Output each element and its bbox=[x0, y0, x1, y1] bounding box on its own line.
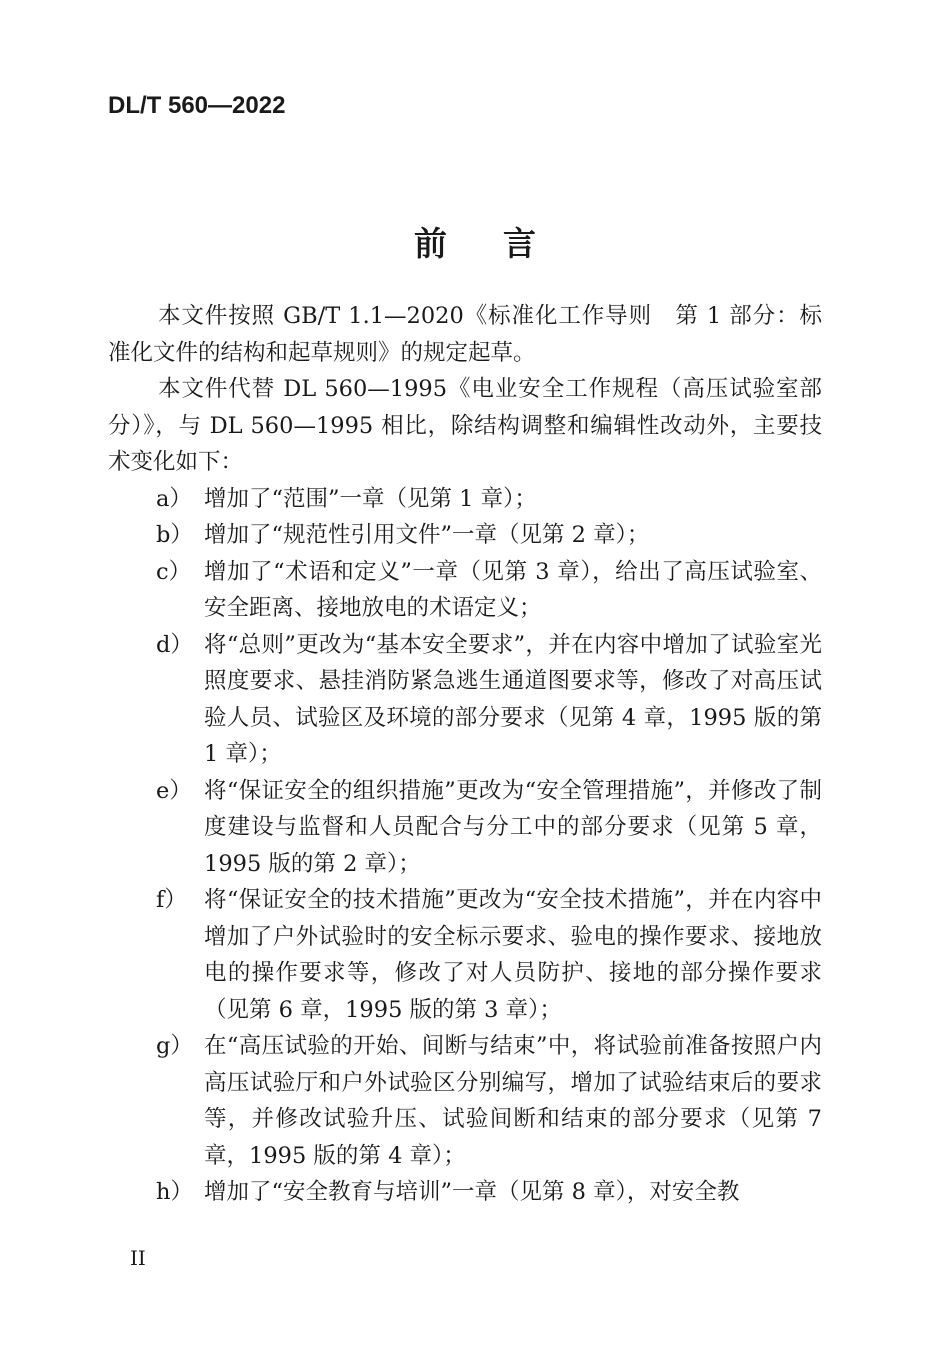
standard-number: DL/T 560—2022 bbox=[108, 92, 286, 119]
list-marker: f） bbox=[156, 887, 187, 913]
list-marker: d） bbox=[156, 631, 193, 658]
technical-changes-list bbox=[108, 481, 822, 1211]
page-number: II bbox=[130, 1246, 146, 1270]
list-marker: g） bbox=[156, 1033, 193, 1059]
list-item bbox=[108, 517, 822, 554]
list-marker: a） bbox=[156, 485, 192, 512]
list-item-text: 将“保证安全的组织措施”更改为“安全管理措施”，并修改了制度建设与监督和人员配合与分工中的部分要求（见第 5 章，1995 版的第 2 章）； bbox=[204, 777, 822, 877]
list-item bbox=[108, 481, 822, 518]
list-marker: b） bbox=[156, 522, 193, 548]
list-item bbox=[108, 1028, 822, 1174]
list-item-text: 增加了“范围”一章（见第 1 章）； bbox=[204, 485, 537, 512]
page-title: 前言 bbox=[414, 224, 592, 264]
list-marker: e） bbox=[156, 777, 192, 804]
list-marker: c） bbox=[156, 558, 192, 585]
list-item bbox=[108, 1174, 822, 1211]
paragraph-replacement: 本文件代替 DL 560—1995《电业安全工作规程（高压试验室部分）》，与 DL 560—1995 相比，除结构调整和编辑性改动外，主要技术变化如下： bbox=[108, 376, 822, 475]
list-item-text: 增加了“安全教育与培训”一章（见第 8 章），对安全教 bbox=[204, 1179, 740, 1205]
list-marker: h） bbox=[156, 1179, 193, 1205]
list-item-text: 将“保证安全的技术措施”更改为“安全技术措施”，并在内容中增加了户外试验时的安全标示要求、验电的操作要求、接地放电的操作要求等，修改了对人员防护、接地的部分操作要求（见第 6 章，1995 版的第 3 章）； bbox=[204, 887, 822, 1023]
list-item-text: 增加了“术语和定义”一章（见第 3 章），给出了高压试验室、安全距离、接地放电的术语定义； bbox=[204, 558, 822, 621]
list-item bbox=[108, 627, 822, 773]
list-item bbox=[108, 773, 822, 883]
list-item-text: 增加了“规范性引用文件”一章（见第 2 章）； bbox=[204, 522, 650, 548]
list-item bbox=[108, 882, 822, 1028]
paragraph-drafting-rules: 本文件按照 GB/T 1.1—2020《标准化工作导则 第 1 部分：标准化文件的结构和起草规则》的规定起草。 bbox=[108, 303, 822, 366]
list-item-text: 在“高压试验的开始、间断与结束”中，将试验前准备按照户内高压试验厅和户外试验区分别编写，增加了试验结束后的要求等，并修改试验升压、试验间断和结束的部分要求（见第 7 章，1995 版的第 4 章）； bbox=[204, 1033, 822, 1169]
list-item bbox=[108, 554, 822, 627]
list-item-text: 将“总则”更改为“基本安全要求”，并在内容中增加了试验室光照度要求、悬挂消防紧急逃生通道图要求等，修改了对高压试验人员、试验区及环境的部分要求（见第 4 章，1995 版的第 1 章）； bbox=[204, 631, 822, 767]
foreword-body bbox=[108, 298, 822, 1211]
